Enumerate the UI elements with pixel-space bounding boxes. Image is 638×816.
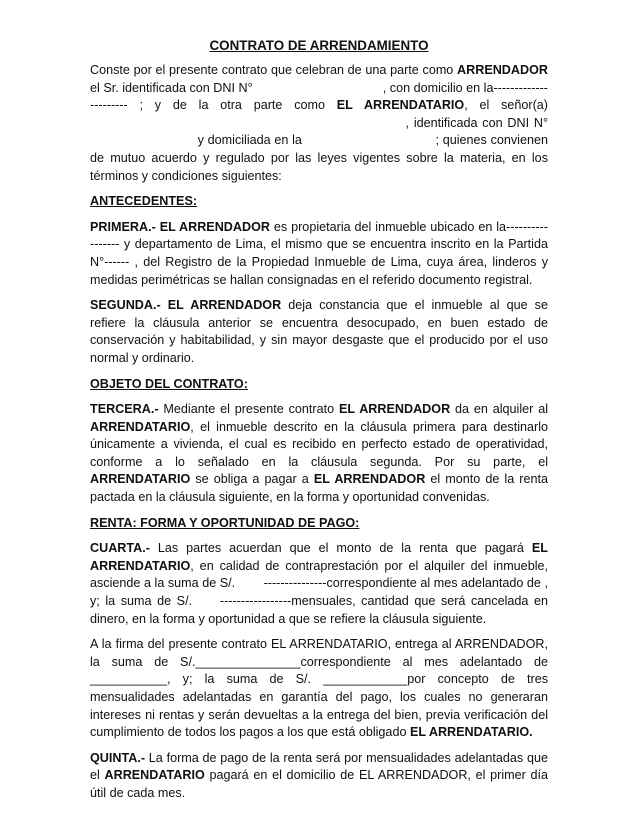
clause-quinta-text-2: pagará en el domicilio de EL ARRENDADOR, el primer día útil de cada mes. — [90, 768, 548, 800]
intro-bold-arrendador: ARRENDADOR — [457, 63, 548, 77]
intro-bold-arrendatario: EL ARRENDATARIO — [336, 98, 465, 113]
clause-tercera-label: TERCERA.- — [90, 402, 159, 417]
clause-tercera — [90, 401, 548, 507]
clause-tercera-bold-2: EL ARRENDADOR — [338, 402, 451, 417]
section-heading-renta: RENTA: FORMA Y OPORTUNIDAD DE PAGO: — [90, 515, 360, 530]
clause-tercera-text-2: da en alquiler al — [450, 402, 548, 417]
intro-text-1: Conste por el presente contrato que celebran de una parte como — [90, 63, 458, 77]
clause-cuarta — [90, 540, 548, 628]
clause-tercera-text-3: , el inmueble descrito en la cláusula primera para destinarlo únicamente a vivienda, el cual es recibido en perfecto estado de operatividad, conforme a lo señalado en la cláusula segunda. Por su parte, el — [90, 419, 548, 469]
firma-paragraph-bold: EL ARRENDATARIO. — [409, 725, 533, 740]
intro-paragraph — [90, 62, 548, 185]
clause-cuarta-label: CUARTA.- — [90, 541, 150, 556]
section-heading-antecedentes: ANTECEDENTES: — [90, 194, 198, 209]
clause-quinta-bold-2: ARRENDATARIO — [104, 768, 205, 783]
clause-segunda-label: SEGUNDA.- EL ARRENDADOR — [90, 298, 282, 313]
clause-tercera-text-5: el monto de la renta pactada en la cláusula siguiente, en la forma y oportunidad convenidas. — [90, 472, 548, 505]
document-body — [90, 62, 548, 811]
clause-quinta-label: QUINTA.- — [90, 750, 146, 765]
clause-cuarta-text-2: , en calidad de contraprestación por el alquiler del inmueble, asciende a la suma de S/. ---------------correspondiente al mes adelantado de , y; la suma de S/. -----------------mensuales, cantidad que será cancelada en dinero, en la forma y oportunidad a que se refiere la cláusula siguiente. — [90, 558, 548, 626]
clause-tercera-bold-4: ARRENDATARIO — [90, 472, 191, 487]
clause-tercera-text-1: Mediante el presente contrato — [158, 402, 339, 417]
firma-paragraph-text: A la firma del presente contrato EL ARRENDATARIO, entrega al ARRENDADOR, la suma de S/._______________correspondiente al mes adelantado de ___________, y; la suma de S/. ____________por concepto de tres mensualidades adelantadas en garantía del pago, los cuales no generaran intereses ni rentas y serán devueltas a la entrega del bien, previa verificación del cumplimiento de todos los pagos a los que está obligado — [90, 637, 548, 740]
intro-text-3: , el señor(a) , identificada con DNI N° y domiciliada en la ; quienes convienen de mutuo acuerdo y regulado por las leyes vigentes sobre la materia, en los términos y condiciones siguientes: — [90, 98, 548, 183]
clause-tercera-text-4: se obliga a pagar a — [190, 472, 314, 487]
section-heading-objeto: OBJETO DEL CONTRATO: — [90, 376, 248, 391]
clause-tercera-bold-3: ARRENDATARIO — [90, 419, 191, 434]
clause-primera — [90, 219, 548, 289]
clause-primera-text: es propietaria del inmueble ubicado en la----------------- y departamento de Lima, el mismo que se encuentra inscrito en la Partida N°------ , del Registro de la Propiedad Inmueble de Lima, cuya área, linderos y medidas perimétricas se hallan consignadas en el referido documento registral. — [90, 219, 548, 287]
clause-segunda — [90, 297, 548, 367]
clause-quinta-text-1: La forma de pago de la renta será por mensualidades adelantadas que el — [90, 750, 548, 783]
clause-quinta — [90, 750, 548, 803]
intro-text-2: el Sr. identificada con DNI N° , con domicilio en la---------------------- ; y de la otra parte como — [90, 80, 548, 113]
firma-paragraph — [90, 636, 548, 742]
clause-tercera-bold-5: EL ARRENDADOR — [313, 472, 426, 487]
clause-primera-label: PRIMERA.- EL ARRENDADOR — [90, 219, 270, 234]
clause-cuarta-text-1: Las partes acuerdan que el monto de la renta que pagará — [149, 541, 532, 556]
clause-segunda-text: deja constancia que el inmueble al que se refiere la cláusula anterior se encuentra desocupado, en buen estado de conservación y habitabilidad, y sin mayor desgaste que el producido por el uso normal y ordinario. — [90, 298, 548, 365]
clause-cuarta-bold-2: EL ARRENDATARIO — [90, 541, 548, 573]
document-title: CONTRATO DE ARRENDAMIENTO — [209, 38, 429, 53]
